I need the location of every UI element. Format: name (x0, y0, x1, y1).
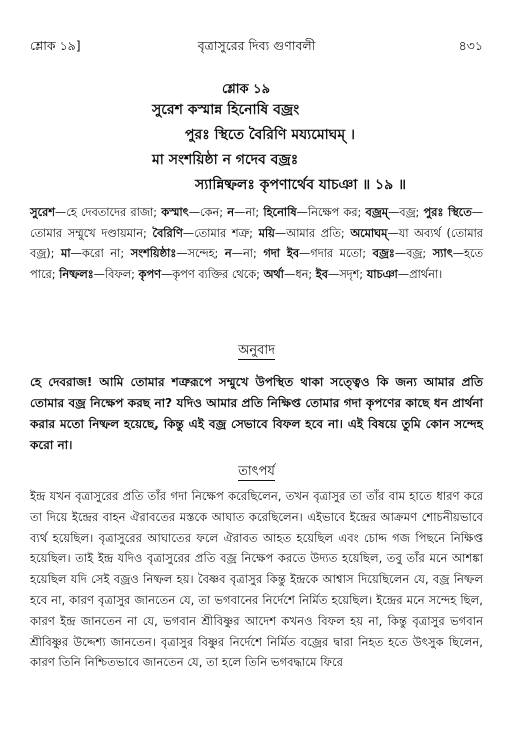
synonym-term: গদা ইব (263, 247, 299, 260)
synonym-term: মা (60, 247, 71, 260)
synonym-term: সংশয়িষ্ঠাঃ (130, 247, 177, 260)
synonym-meaning: নিক্ষেপ কর; (307, 206, 362, 219)
synonym-meaning: সন্দেহ; (187, 247, 219, 260)
synonym-term: বজ্রঃ (372, 247, 395, 260)
synonym-meaning: বজ্র; (399, 206, 420, 219)
synonym-term: ন (224, 247, 232, 260)
synonym-meaning: গদার মতো; (310, 247, 367, 260)
translation-text: হে দেবরাজ! আমি তোমার শত্রুরূপে সম্মুখে উপস্থিত থাকা সত্ত্বেও কি জন্য আমার প্রতি তোমার বজ্র নিক্ষেপ করছ না? যদিও আমার প্রতি নিক্ষিপ্ত তোমার গদা কৃপণের কাছে ধন প্রার্থনা করার মতো নিষ্ফল হয়েছে, কিন্তু এই বজ্র সেভাবে বিফল হবে না। এই বিষয়ে তুমি কোন সন্দেহ করো না। (30, 375, 483, 452)
verse-line-4: স্যান্নিষ্ফলঃ কৃপণার্থেব যাচঞা ॥ ১৯ ॥ (195, 177, 407, 193)
purport-heading: তাৎপর্য (238, 464, 275, 479)
synonym-term: কস্মাৎ (161, 206, 189, 219)
verse-reference: শ্লোক ১৯] (30, 38, 81, 53)
translation-heading: অনুবাদ (238, 343, 275, 358)
synonym-term: ইব (315, 267, 328, 281)
synonym-meaning: না; (245, 206, 260, 219)
synonym-meaning: তোমার শত্রু; (194, 226, 253, 240)
synonym-meaning: যা অব্যর্থ (তোমার বজ্র); (30, 226, 483, 260)
verse-line-2: পুরঃ স্থিতে বৈরিণি ময্যমোঘম্ । (185, 127, 355, 143)
chapter-title: বৃত্রাসুরের দিব্য গুণাবলী (197, 38, 316, 53)
synonym-meaning: কৃপণ ব্যক্তির থেকে; (172, 267, 260, 281)
synonym-term: অমোঘম্ (350, 226, 388, 240)
synonym-meaning: প্রার্থনা। (409, 267, 443, 281)
purport-text: ইন্দ্র যখন বৃত্রাসুরের প্রতি তাঁর গদা নিক্ষেপ করেছিলেন, তখন বৃত্রাসুর তা তাঁর বাম হাতে ধারণ করে তা দিয়ে ইন্দ্রের বাহন ঐরাবতের মস্তকে আঘাত করেছিলেন। এইভাবে ইন্দ্রের আক্রমণ শোচনীয়ভাবে ব্যর্থ হয়েছিল। বৃত্রাসুরের আঘাতের ফলে ঐরাবত আহত হয়েছিল এবং চোদ্দ গজ পিছনে নিক্ষিপ্ত হয়েছিল। তাই ইন্দ্র যদিও বৃত্রাসুরের প্রতি বজ্র নিক্ষেপ করতে উদ্যত হয়েছিল, তবু তাঁর মনে আশঙ্কা হয়েছিল যদি সেই বজ্রও নিষ্ফল হয়। বৈষ্ণব বৃত্রাসুর কিন্তু ইন্দ্রকে আশ্বাস দিয়েছিলেন যে, বজ্র নিষ্ফল হবে না, কারণ বৃত্রাসুর জানতেন যে, তা ভগবানের নির্দেশে নির্মিত হয়েছিল। ইন্দ্রের মনে সন্দেহ ছিল, কারণ ইন্দ্র জানতেন না যে, ভগবান শ্রীবিষ্ণুর আদেশ কখনও বিফল হয় না, কিন্তু বৃত্রাসুর ভগবান শ্রীবিষ্ণুর উদ্দেশ্য জানতেন। বৃত্রাসুর বিষ্ণুর নির্দেশে নির্মিত বজ্রের দ্বারা নিহত হতে উৎসুক ছিলেন, কারণ তিনি নিশ্চিতভাবে জানতেন যে, তা হলে তিনি ভগবদ্ধামে ফিরে (30, 489, 483, 670)
synonym-term: যাচঞা (366, 267, 398, 281)
synonym-term: ময়ি (258, 226, 275, 240)
synonym-meaning: না; (242, 247, 257, 260)
synonym-meaning: বিফল; (104, 267, 135, 281)
synonym-term: স্যাৎ (432, 247, 453, 260)
verse-line-1: সুরেশ কস্মান্ন হিনোষি বজ্রং (152, 102, 300, 118)
synonym-term: কৃপণ (138, 267, 161, 281)
synonym-term: নিষ্ফলঃ (59, 267, 94, 281)
synonym-term: হিনোষি (263, 206, 297, 219)
synonym-meaning: তোমার সম্মুখে দণ্ডায়মান; (30, 226, 147, 240)
synonym-meaning: বজ্র; (406, 247, 427, 260)
page-number: ৪৩১ (458, 38, 483, 53)
synonym-term: সুরেশ (30, 206, 55, 219)
synonym-meaning: হে দেবতাদের রাজা; (66, 206, 158, 219)
running-header (30, 38, 483, 60)
synonym-meaning: হতে পারে; (30, 247, 483, 281)
synonym-term: পুরঃ স্থিতে (423, 206, 472, 219)
word-for-word-synonyms: সুরেশ—হে দেবতাদের রাজা; কস্মাৎ—কেন; ন—না; হিনোষি—নিক্ষেপ কর; বজ্রম্—বজ্র; পুরঃ স্থিতে—তোমার সম্মুখে দণ্ডায়মান; বৈরিণি—তোমার শত্রু; ময়ি—আমার প্রতি; অমোঘম্—যা অব্যর্থ (তোমার বজ্র); মা—করো না; সংশয়িষ্ঠাঃ—সন্দেহ; ন—না; গদা ইব—গদার মতো; বজ্রঃ—বজ্র; স্যাৎ—হতে পারে; নিষ্ফলঃ—বিফল; কৃপণ—কৃপণ ব্যক্তির থেকে; অর্থা—ধন; ইব—সদৃশ; যাচঞা—প্রার্থনা। (30, 206, 483, 281)
verse-line-3: মা সংশয়িষ্ঠা ন গদেব বজ্রঃ (152, 152, 299, 168)
synonym-meaning: ধন; (295, 267, 313, 281)
synonym-meaning: আমার প্রতি; (286, 226, 345, 240)
synonym-term: ন (227, 206, 235, 219)
synonym-meaning: সদৃশ; (339, 267, 364, 281)
synonym-meaning: কেন; (200, 206, 224, 219)
synonym-term: অর্থা (263, 267, 284, 281)
synonym-term: বজ্রম্ (365, 206, 388, 219)
verse-title: শ্লোক ১৯ (222, 82, 271, 97)
synonym-meaning: করো না; (81, 247, 125, 260)
synonym-term: বৈরিণি (152, 226, 183, 240)
